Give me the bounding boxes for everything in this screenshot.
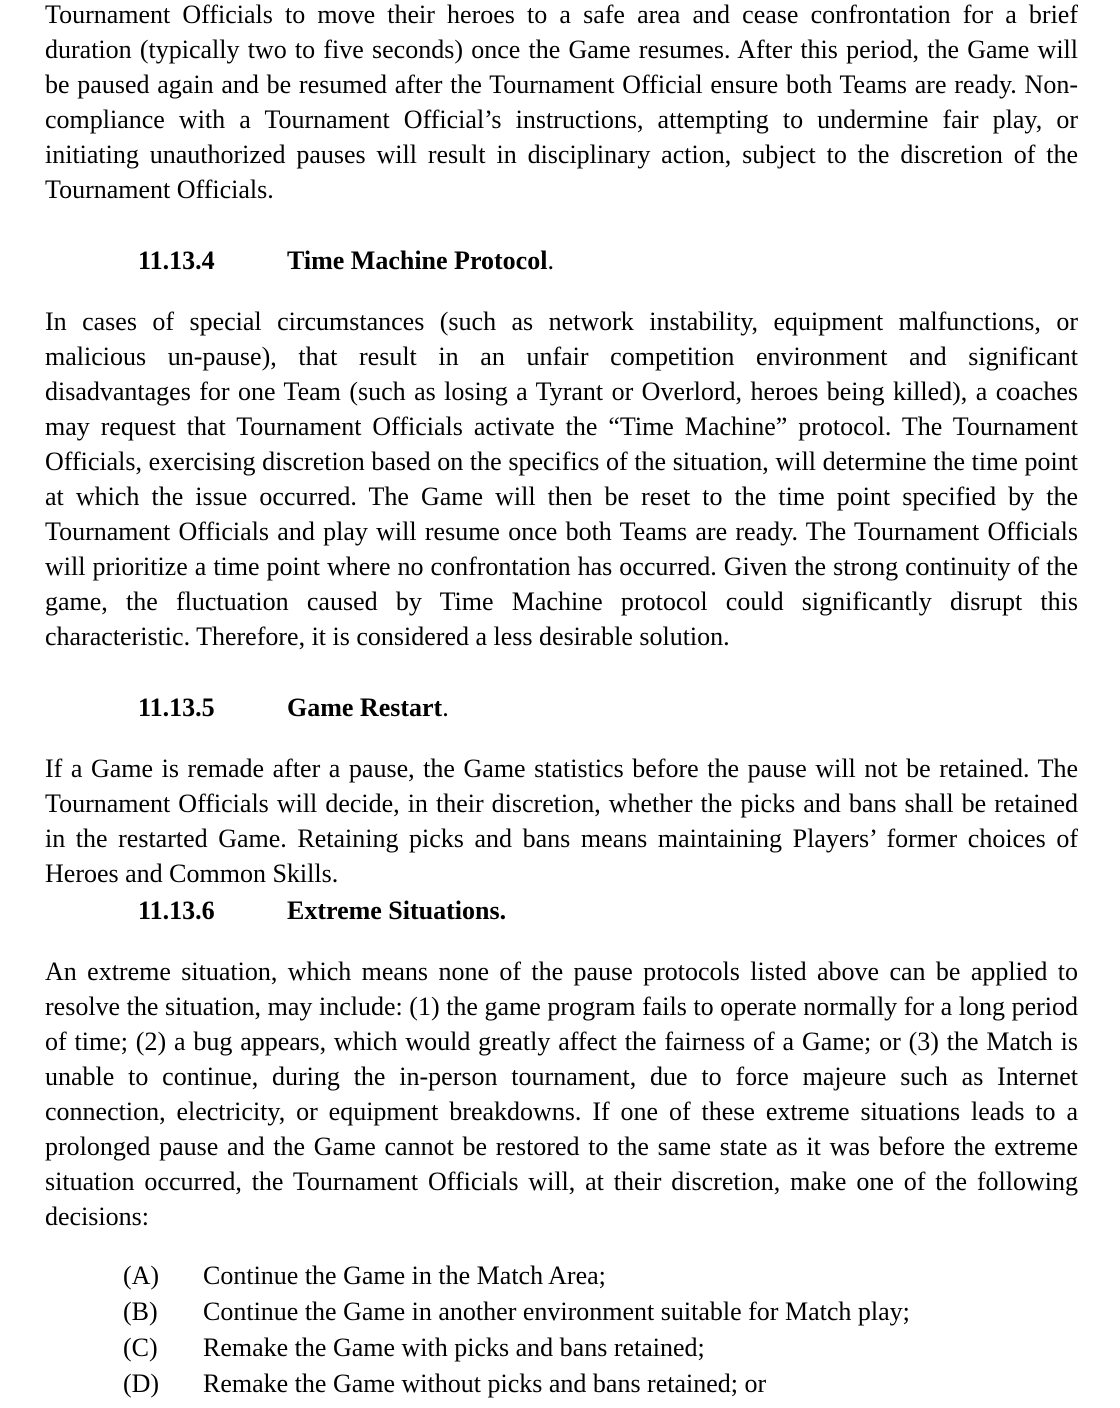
paragraph-extreme-situations: An extreme situation, which means none of the pause protocols listed above can be applied to resolve the situation, may include: (1) the game program fails to operate normally for a long period of time; (2) a bug appears, which would greatly affect the fairness of a Game; or (3) the Match is unable to continue, during the in-person tournament, due to force majeure such as Internet connection, electricity, or equipment breakdowns. If one of these extreme situations leads to a prolonged pause and the Game cannot be restored to the same state as it was before the extreme situation occurred, the Tournament Officials will, at their discretion, make one of the following decisions: [45,957,1078,1231]
decision-list [45,1258,1078,1401]
section-title-period: . [547,246,554,275]
decision-label: (A) [123,1261,160,1290]
decision-label: (C) [123,1333,158,1362]
section-title: Game Restart [287,693,443,722]
decision-text: Remake the Game with picks and bans retained; [203,1333,705,1362]
section-number: 11.13.5 [138,693,215,722]
decision-item-a [45,1258,1078,1293]
section-title: Time Machine Protocol [287,246,548,275]
decision-text: Continue the Game in another environment suitable for Match play; [203,1297,910,1326]
decision-text: Remake the Game without picks and bans retained; or [203,1369,767,1398]
paragraph-time-machine-protocol: In cases of special circumstances (such as network instability, equipment malfunctions, or malicious un-pause), that result in an unfair competition environment and significant disadvantages for one Team (such as losing a Tyrant or Overlord, heroes being killed), a coaches may request that Tournament Officials activate the “Time Machine” protocol. The Tournament Officials, exercising discretion based on the specifics of the situation, will determine the time point at which the issue occurred. The Game will then be reset to the time point specified by the Tournament Officials and play will resume once both Teams are ready. The Tournament Officials will prioritize a time point where no confrontation has occurred. Given the strong continuity of the game, the fluctuation caused by Time Machine protocol could significantly disrupt this characteristic. Therefore, it is considered a less desirable solution. [45,307,1078,651]
section-heading-time-machine-protocol [138,243,1078,278]
decision-item-d [45,1366,1078,1401]
decision-item-c [45,1330,1078,1365]
section-number: 11.13.6 [138,896,215,925]
decision-label: (D) [123,1369,160,1398]
section-title-period: . [442,693,449,722]
decision-item-b [45,1294,1078,1329]
section-title: Extreme Situations. [287,896,507,925]
section-heading-extreme-situations [138,893,1078,928]
section-heading-game-restart [138,690,1078,725]
section-number: 11.13.4 [138,246,215,275]
decision-label: (B) [123,1297,158,1326]
decision-text: Continue the Game in the Match Area; [203,1261,606,1290]
paragraph-intro: Tournament Officials to move their heroes to a safe area and cease confrontation for a brief duration (typically two to five seconds) once the Game resumes. After this period, the Game will be paused again and be resumed after the Tournament Official ensure both Teams are ready. Non-compliance with a Tournament Official’s instructions, attempting to undermine fair play, or initiating unauthorized pauses will result in disciplinary action, subject to the discretion of the Tournament Officials. [45,0,1078,204]
paragraph-game-restart: If a Game is remade after a pause, the Game statistics before the pause will not be retained. The Tournament Officials will decide, in their discretion, whether the picks and bans shall be retained in the restarted Game. Retaining picks and bans means maintaining Players’ former choices of Heroes and Common Skills. [45,754,1078,888]
